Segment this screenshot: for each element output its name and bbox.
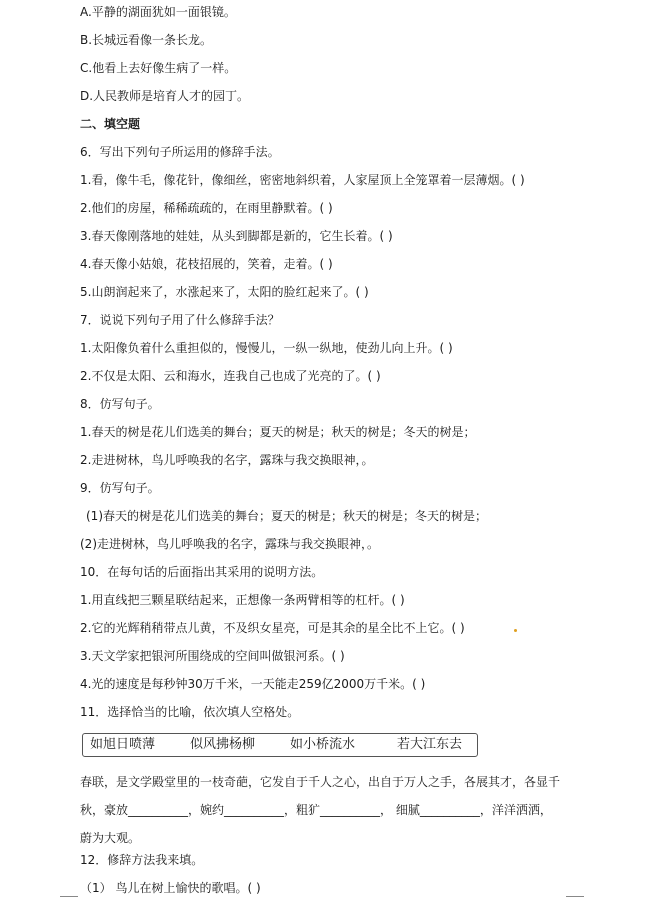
q6-item-2: 2.他们的房屋，稀稀疏疏的，在雨里静默着。( ) [80,201,333,215]
q9-item-2: (2)走进树林，鸟儿呼唤我的名字，露珠与我交换眼神，。 [80,537,380,551]
question-11-title: 11．选择恰当的比喻，依次填人空格处。 [80,705,300,719]
q6-item-1: 1.看，像牛毛，像花针，像细丝，密密地斜织着，人家屋顶上全笼罩着一层薄烟。( ) [80,173,525,187]
question-6-title: 6．写出下列句子所运用的修辞手法。 [80,145,280,159]
choice-c: C.他看上去好像生病了一样。 [80,61,237,75]
option-3: 如小桥流水 [290,737,356,752]
question-9-title: 9．仿写句子。 [80,481,160,495]
q10-item-1: 1.用直线把三颗星联结起来，正想像一条两臂相等的杠杆。( ) [80,593,405,607]
choice-a: A.平静的湖面犹如一面银镜。 [80,5,236,19]
choice-b: B.长城远看像一条长龙。 [80,33,213,47]
question-12-title: 12．修辞方法我来填。 [80,853,204,867]
options-box [82,733,478,757]
q6-item-3: 3.春天像刚落地的娃娃，从头到脚都是新的，它生长着。( ) [80,229,393,243]
q9-item-1: (1)春天的树是花儿们选美的舞台；夏天的树是；秋天的树是；冬天的树是； [86,509,488,523]
q6-item-5: 5.山朗润起来了，水涨起来了，太阳的脸红起来了。( ) [80,285,369,299]
question-10-title: 10．在每句话的后面指出其采用的说明方法。 [80,565,324,579]
option-4: 若大江东去 [397,737,463,752]
option-2: 似风拂杨柳 [190,737,256,752]
q12-item-1: （1） 鸟儿在树上愉快的歌唱。( ) [80,881,261,895]
q8-item-2: 2.走进树林，鸟儿呼唤我的名字，露珠与我交换眼神，。 [80,453,374,467]
couplet-paragraph: 春联，是文学殿堂里的一枝奇葩，它发自于千人之心，出自于万人之手，各展其才，各显千秋，豪放__________，婉约__________，粗犷__________， 细腻__________，洋洋洒洒，蔚为大观。 [80,775,561,845]
q10-item-2: 2.它的光辉稍稍带点儿黄，不及织女星亮，可是其余的星全比不上它。( ) [80,621,465,635]
q7-item-1: 1.太阳像负着什么重担似的，慢慢儿，一纵一纵地，使劲儿向上升。( ) [80,341,453,355]
question-7-title: 7．说说下列句子用了什么修辞手法？ [80,313,280,327]
choice-d: D.人民教师是培育人才的园丁。 [80,89,250,103]
q10-item-3: 3.天文学家把银河所围绕成的空间叫做银河系。( ) [80,649,345,663]
q6-item-4: 4.春天像小姑娘，花枝招展的，笑着，走着。( ) [80,257,333,271]
question-8-title: 8．仿写句子。 [80,397,160,411]
q10-item-4: 4.光的速度是每秒钟30万千米，一天能走259亿2000万千米。( ) [80,677,426,691]
q7-item-2: 2.不仅是太阳、云和海水，连我自己也成了光亮的了。( ) [80,369,381,383]
q8-item-1: 1.春天的树是花儿们选美的舞台；夏天的树是；秋天的树是；冬天的树是； [80,425,476,439]
stray-mark [514,629,517,632]
option-1: 如旭日喷薄 [90,737,156,752]
section-heading: 二、填空题 [80,117,141,131]
